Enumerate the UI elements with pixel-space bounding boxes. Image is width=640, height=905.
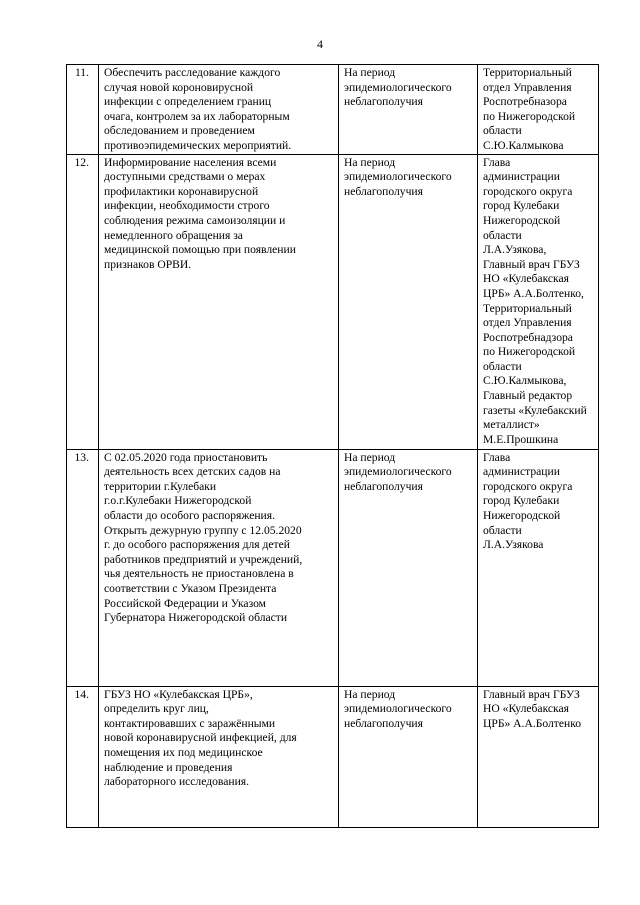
action-cell: Обеспечить расследование каждого случая новой короновирусной инфекции с определением границ очага, контролем за их лабораторным обследованием и проведением противоэпидемических мероприятий. bbox=[99, 65, 339, 155]
row-number: 11. bbox=[67, 65, 99, 155]
row-number: 13. bbox=[67, 449, 99, 686]
row-number: 12. bbox=[67, 154, 99, 449]
responsible-cell: Глава администрации городского округа город Кулебаки Нижегородской области Л.А.Узякова bbox=[478, 449, 599, 686]
page-number: 4 bbox=[317, 37, 323, 51]
period-cell: На период эпидемиологического неблагополучия bbox=[339, 449, 478, 686]
action-cell: Информирование населения всеми доступными средствами о мерах профилактики коронавирусной инфекции, необходимости строго соблюдения режима самоизоляции и немедленного обращения за медицинской помощью при появлении признаков ОРВИ. bbox=[99, 154, 339, 449]
period-cell: На период эпидемиологического неблагополучия bbox=[339, 686, 478, 827]
responsible-cell: Территориальный отдел Управления Роспотребназора по Нижегородской области С.Ю.Калмыкова bbox=[478, 65, 599, 155]
responsible-cell: Глава администрации городского округа город Кулебаки Нижегородской области Л.А.Узякова, Главный врач ГБУЗ НО «Кулебакская ЦРБ» А.А.Болтенко, Территориальный отдел Управления Роспотребнадзора по Нижегородской области С.Ю.Калмыкова, Главный редактор газеты «Кулебакский металлист» М.Е.Прошкина bbox=[478, 154, 599, 449]
period-cell: На период эпидемиологического неблагополучия bbox=[339, 154, 478, 449]
table-row bbox=[67, 154, 599, 449]
measures-table bbox=[66, 64, 599, 828]
table-row bbox=[67, 686, 599, 827]
table-row bbox=[67, 449, 599, 686]
action-cell: С 02.05.2020 года приостановить деятельность всех детских садов на территории г.Кулебаки г.о.г.Кулебаки Нижегородской области до особого распоряжения. Открыть дежурную группу с 12.05.2020 г. до особого распоряжения для детей работников предприятий и учреждений, чья деятельность не приостановлена в соответствии с Указом Президента Российской Федерации и Указом Губернатора Нижегородской области bbox=[99, 449, 339, 686]
row-number: 14. bbox=[67, 686, 99, 827]
period-cell: На период эпидемиологического неблагополучия bbox=[339, 65, 478, 155]
responsible-cell: Главный врач ГБУЗ НО «Кулебакская ЦРБ» А.А.Болтенко bbox=[478, 686, 599, 827]
table-row bbox=[67, 65, 599, 155]
action-cell: ГБУЗ НО «Кулебакская ЦРБ», определить круг лиц, контактировавших с заражёнными новой коронавирусной инфекцией, для помещения их под медицинское наблюдение и проведения лабораторного исследования. bbox=[99, 686, 339, 827]
